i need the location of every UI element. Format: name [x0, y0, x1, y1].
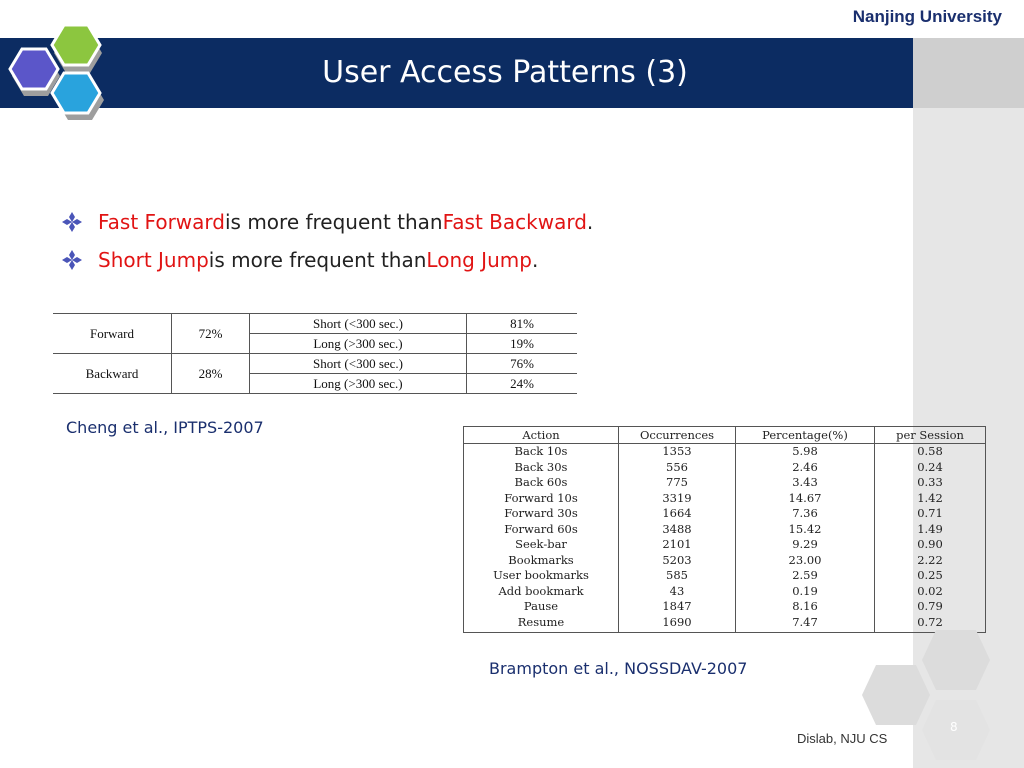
bullet-text: .: [586, 210, 594, 234]
table2-caption: Brampton et al., NOSSDAV-2007: [489, 659, 748, 678]
table-cell: Forward: [53, 314, 172, 354]
table-row: [464, 444, 986, 460]
table-cell: Backward: [53, 354, 172, 394]
table-cell: 23.00: [736, 553, 875, 569]
table-body: [464, 444, 986, 633]
table-header-row: [464, 427, 986, 444]
table-cell: 5.98: [736, 444, 875, 460]
table-cell: 1.49: [875, 522, 986, 538]
slide-title: User Access Patterns (3): [322, 55, 688, 90]
table-cell: 0.72: [875, 615, 986, 633]
table-cell: 76%: [467, 354, 578, 374]
hexagon-logo-icon: [0, 0, 120, 130]
diamond-bullet-icon: [60, 248, 84, 272]
bullet-item: [60, 241, 593, 279]
table-cell: 9.29: [736, 537, 875, 553]
table-row: [464, 553, 986, 569]
table-cell: Short (<300 sec.): [250, 354, 467, 374]
actions-table-wrapper: [463, 426, 986, 633]
table-cell: Forward 10s: [464, 491, 619, 507]
table-cell: Long (>300 sec.): [250, 374, 467, 394]
table-row: [53, 354, 577, 374]
table-cell: Resume: [464, 615, 619, 633]
university-name: Nanjing University: [852, 7, 1002, 26]
table-cell: 585: [619, 568, 736, 584]
table-cell: 0.02: [875, 584, 986, 600]
table-cell: 2.22: [875, 553, 986, 569]
table-cell: 1664: [619, 506, 736, 522]
table-cell: 0.19: [736, 584, 875, 600]
table-cell: 43: [619, 584, 736, 600]
table-cell: 72%: [172, 314, 250, 354]
table-cell: Bookmarks: [464, 553, 619, 569]
table-cell: 24%: [467, 374, 578, 394]
column-header: per Session: [875, 427, 986, 444]
table-cell: 3319: [619, 491, 736, 507]
table-cell: Forward 30s: [464, 506, 619, 522]
jump-distribution-table: [53, 313, 577, 394]
table-cell: Long (>300 sec.): [250, 334, 467, 354]
table-cell: 2.59: [736, 568, 875, 584]
table-row: [464, 568, 986, 584]
diamond-bullet-icon: [60, 210, 84, 234]
table-cell: 0.25: [875, 568, 986, 584]
column-header: Percentage(%): [736, 427, 875, 444]
table-cell: 2.46: [736, 460, 875, 476]
table-cell: 1.42: [875, 491, 986, 507]
table-cell: 775: [619, 475, 736, 491]
table-cell: 0.24: [875, 460, 986, 476]
table-cell: Seek-bar: [464, 537, 619, 553]
table-cell: 19%: [467, 334, 578, 354]
bullet-list: [60, 203, 593, 279]
table-cell: 1690: [619, 615, 736, 633]
table-cell: 7.36: [736, 506, 875, 522]
hexagon-decoration-icon: [858, 630, 998, 768]
table-cell: 15.42: [736, 522, 875, 538]
table-cell: Back 30s: [464, 460, 619, 476]
table-cell: 0.58: [875, 444, 986, 460]
table-cell: Back 10s: [464, 444, 619, 460]
table-cell: 5203: [619, 553, 736, 569]
footer-text: Dislab, NJU CS: [797, 731, 888, 746]
table-cell: 0.33: [875, 475, 986, 491]
column-header: Action: [464, 427, 619, 444]
table-row: [53, 314, 577, 334]
table-cell: 1847: [619, 599, 736, 615]
table-cell: 3.43: [736, 475, 875, 491]
table-cell: 0.90: [875, 537, 986, 553]
table-cell: Forward 60s: [464, 522, 619, 538]
bullet-highlight: Long Jump: [426, 248, 532, 272]
table-cell: User bookmarks: [464, 568, 619, 584]
table-cell: 14.67: [736, 491, 875, 507]
table-cell: 0.79: [875, 599, 986, 615]
bullet-text: is more frequent than: [208, 248, 427, 272]
table-cell: Add bookmark: [464, 584, 619, 600]
table-cell: 556: [619, 460, 736, 476]
table-cell: 1353: [619, 444, 736, 460]
table-cell: Short (<300 sec.): [250, 314, 467, 334]
table-cell: 7.47: [736, 615, 875, 633]
table-row: [464, 506, 986, 522]
bullet-highlight: Short Jump: [98, 248, 209, 272]
table-cell: 0.71: [875, 506, 986, 522]
table-cell: 2101: [619, 537, 736, 553]
table-cell: Back 60s: [464, 475, 619, 491]
table-row: [464, 460, 986, 476]
table-row: [464, 475, 986, 491]
table-row: [464, 491, 986, 507]
user-actions-table: [463, 426, 986, 633]
table-cell: 28%: [172, 354, 250, 394]
table-row: [464, 537, 986, 553]
bullet-highlight: Fast Forward: [98, 210, 225, 234]
bullet-text: is more frequent than: [224, 210, 443, 234]
table1-caption: Cheng et al., IPTPS-2007: [66, 418, 264, 437]
table-row: [464, 599, 986, 615]
table-cell: 81%: [467, 314, 578, 334]
bullet-highlight: Fast Backward: [442, 210, 587, 234]
bullet-item: [60, 203, 593, 241]
bullet-text: .: [531, 248, 539, 272]
table-cell: 3488: [619, 522, 736, 538]
table-row: [464, 584, 986, 600]
table-row: [464, 522, 986, 538]
column-header: Occurrences: [619, 427, 736, 444]
table-cell: Pause: [464, 599, 619, 615]
table-cell: 8.16: [736, 599, 875, 615]
page-number: 8: [950, 720, 958, 734]
